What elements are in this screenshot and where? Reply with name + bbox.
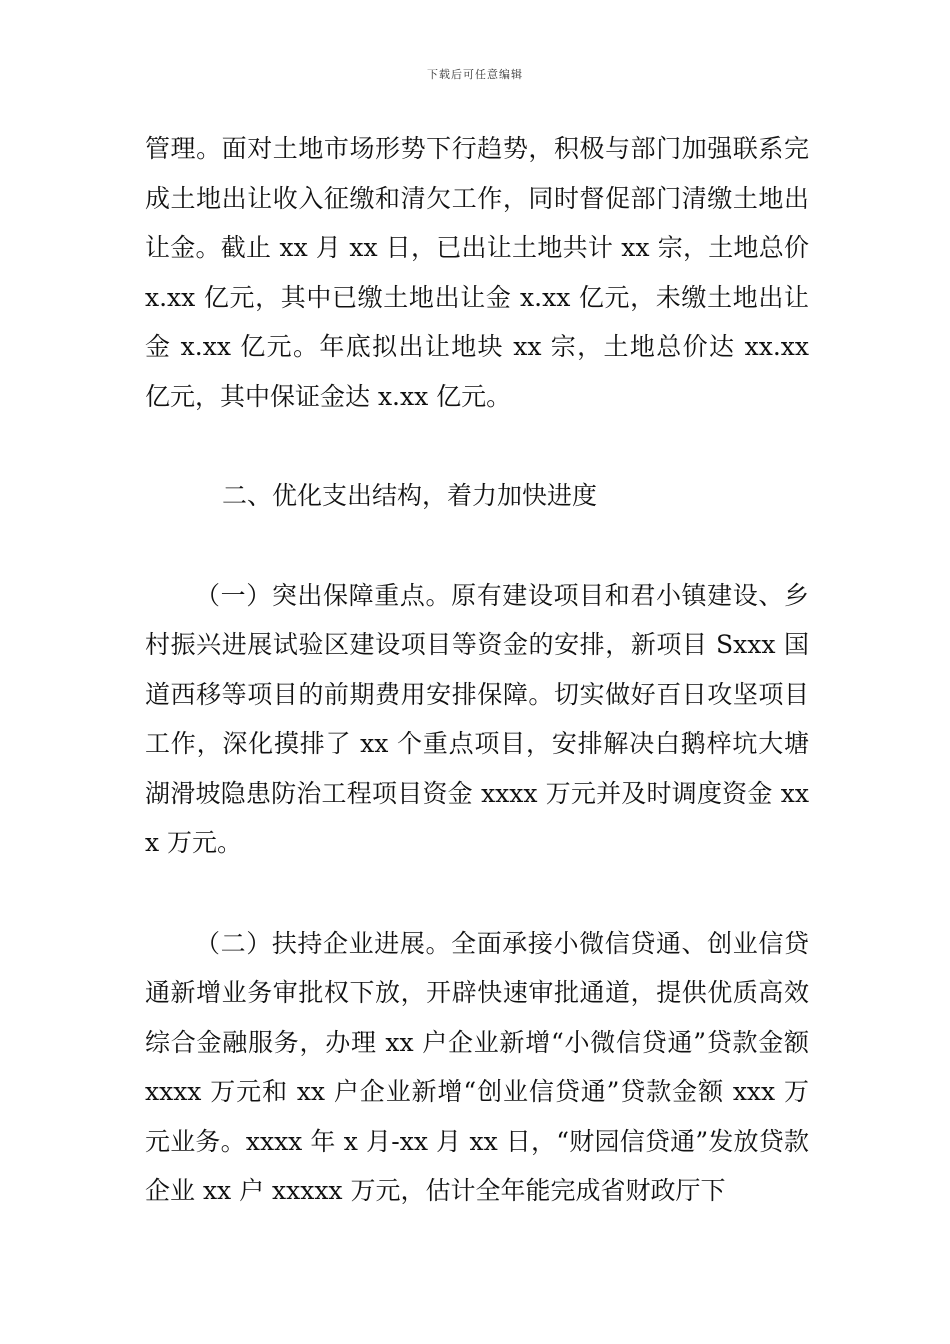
document-body [145, 124, 809, 1216]
page-header: 下载后可任意编辑 [427, 68, 523, 81]
spacer [145, 521, 809, 571]
spacer [145, 421, 809, 471]
spacer [145, 868, 809, 919]
section-heading-2: 二、优化支出结构，着力加快进度 [222, 481, 598, 510]
paragraph-land-revenue: 管理。面对土地市场形势下行趋势，积极与部门加强联系完成土地出让收入征缴和清欠工作，同时督促部门清缴土地出让金。截止 xx 月 xx 日，已出让土地共计 xx 宗，土地总价 x.xx 亿元，其中已缴土地出让金 x.xx 亿元，未缴土地出让金 x.xx 亿元。年底拟出让地块 xx 宗，土地总价达 xx.xx 亿元，其中保证金达 x.xx 亿元。 [145, 134, 809, 411]
paragraph-enterprise-support: （二）扶持企业进展。全面承接小微信贷通、创业信贷通新增业务审批权下放，开辟快速审批通道，提供优质高效综合金融服务，办理 xx 户企业新增“小微信贷通”贷款金额 xxxx 万元和 xx 户企业新增“创业信贷通”贷款金额 xxx 万元业务。xxxx 年 x 月-xx 月 xx 日，“财园信贷通”发放贷款企业 xx 户 xxxxx 万元，估计全年能完成省财政厅下 [145, 928, 809, 1205]
paragraph-key-guarantee: （一）突出保障重点。原有建设项目和君小镇建设、乡村振兴进展试验区建设项目等资金的安排，新项目 Sxxx 国道西移等项目的前期费用安排保障。切实做好百日攻坚项目工作，深化摸排了 xx 个重点项目，安排解决白鹅梓坑大塘湖滑坡隐患防治工程项目资金 xxxx 万元并及时调度资金 xxx 万元。 [145, 580, 809, 857]
